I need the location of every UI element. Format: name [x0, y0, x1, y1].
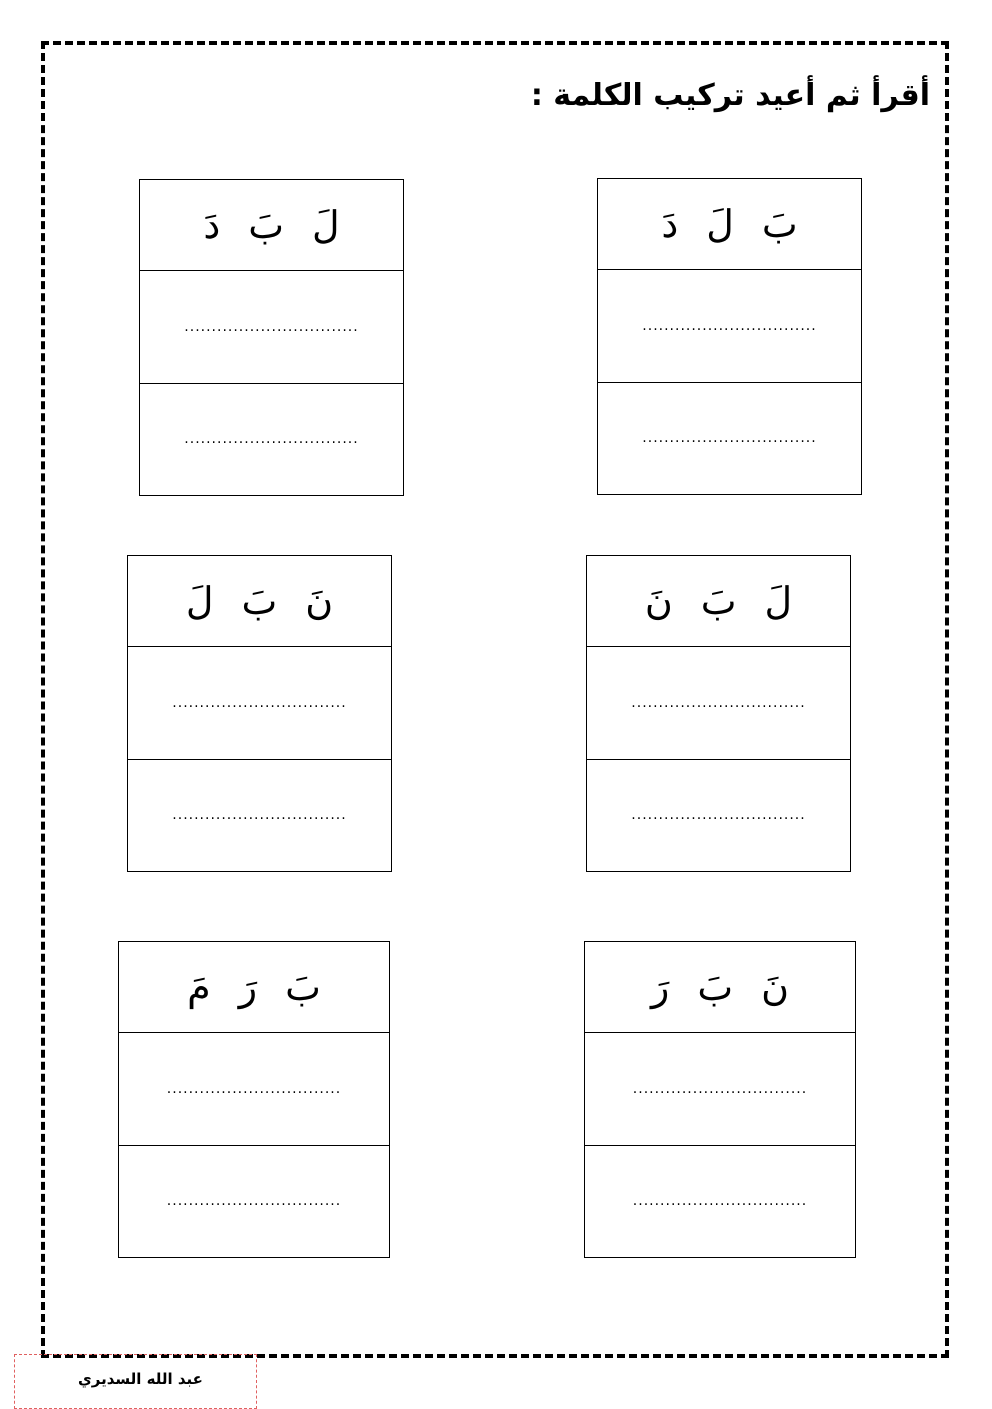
letters-row [140, 180, 403, 271]
answer-line[interactable]: ................................ [172, 807, 347, 824]
answer-line[interactable]: ................................ [119, 1033, 389, 1146]
letter: بَ [241, 579, 278, 623]
letters-row [587, 556, 850, 647]
answer-line[interactable]: ................................ [166, 1193, 342, 1210]
answer-line[interactable]: ................................ [128, 647, 391, 760]
letter: دَ [203, 203, 221, 247]
answer-line[interactable]: ................................ [585, 1033, 855, 1146]
letter: نَ [644, 579, 673, 623]
letter: لَ [185, 579, 214, 623]
letters-row [119, 942, 389, 1033]
letter: نَ [761, 965, 790, 1009]
letter: لَ [706, 202, 734, 246]
word-card-5 [584, 941, 856, 1258]
letters-row [585, 942, 855, 1033]
letters-row [598, 179, 861, 270]
answer-line[interactable]: ................................ [598, 270, 861, 383]
author-name: عبد الله السديري [78, 1370, 203, 1388]
word-card-6 [118, 941, 390, 1258]
answer-line[interactable]: ................................ [184, 431, 359, 448]
letter: رَ [650, 965, 670, 1009]
letters-row [128, 556, 391, 647]
answer-line[interactable]: ................................ [631, 807, 806, 824]
letter: بَ [761, 202, 798, 246]
worksheet-title: أقرأ ثم أعيد تركيب الكلمة : [530, 78, 930, 113]
word-card-1 [597, 178, 862, 495]
letter: رَ [238, 965, 258, 1009]
letter: بَ [285, 965, 321, 1009]
letter: بَ [248, 203, 285, 247]
letter: بَ [700, 579, 737, 623]
letter: نَ [305, 579, 334, 623]
letter: بَ [697, 965, 734, 1009]
letter: مَ [187, 965, 211, 1009]
letter: لَ [764, 579, 793, 623]
letter: لَ [312, 203, 340, 247]
word-card-4 [127, 555, 392, 872]
word-card-3 [586, 555, 851, 872]
answer-line[interactable]: ................................ [140, 271, 403, 384]
answer-line[interactable]: ................................ [632, 1193, 808, 1210]
word-card-2 [139, 179, 404, 496]
letter: دَ [661, 202, 679, 246]
answer-line[interactable]: ................................ [642, 430, 817, 447]
answer-line[interactable]: ................................ [587, 647, 850, 760]
